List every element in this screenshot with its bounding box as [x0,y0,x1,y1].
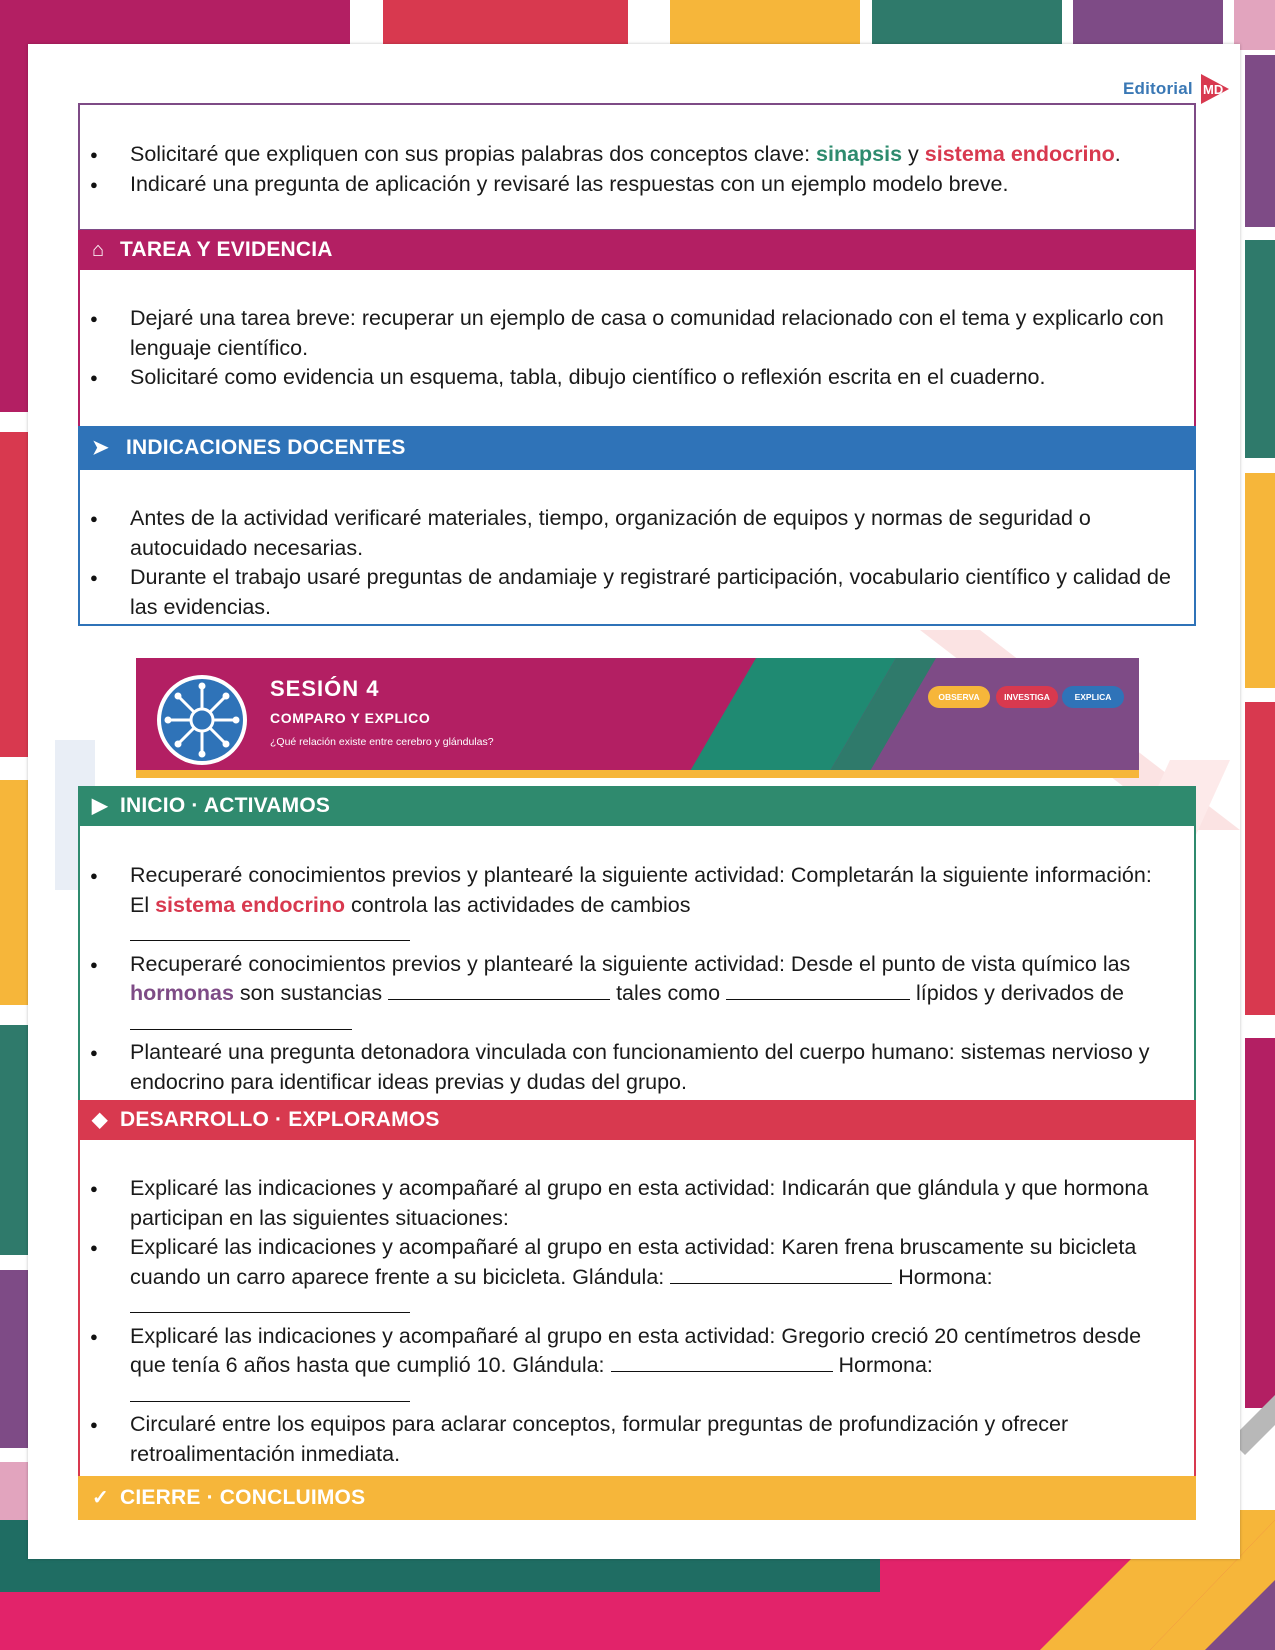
list-item: ● Solicitaré que expliquen con sus propias palabras dos conceptos clave: sinapsis y sistema endocrino. [130,140,1174,170]
session-banner [136,658,1139,778]
list-item: ● Recuperaré conocimientos previos y plantearé la siguiente actividad: Completarán la siguiente información: El sistema endocrino controla las actividades de cambios [130,861,1174,950]
frame-top-block [0,0,350,50]
answer-blank[interactable] [130,1383,410,1402]
answer-blank[interactable] [388,981,610,1000]
session-question: ¿Qué relación existe entre cerebro y glándulas? [270,736,494,748]
logo-text: Editorial [1123,79,1193,98]
list-item: ● Explicaré las indicaciones y acompañaré al grupo en esta actividad: Gregorio creció 20 centímetros desde que tenía 6 años hasta que cumplió 10. Glándula: Hormona: [130,1322,1174,1411]
frame-right-block [1245,240,1275,458]
list-item: ● Recuperaré conocimientos previos y plantearé la siguiente actividad: Desde el punto de vista químico las hormonas son sustancias tales como lípidos y derivados de [130,950,1174,1039]
cierre-title: CIERRE · CONCLUIMOS [120,1486,366,1509]
list-item: ● Dejaré una tarea breve: recuperar un ejemplo de casa o comunidad relacionado con el tema y explicarlo con lenguaje científico. [130,304,1174,363]
list-item: ● Indicaré una pregunta de aplicación y revisaré las respuestas con un ejemplo modelo breve. [130,170,1174,200]
frame-top-block [670,0,860,50]
diamond-icon: ◆ [92,1109,108,1131]
session-title: SESIÓN 4 [270,676,380,701]
indicaciones-title: INDICACIONES DOCENTES [126,436,406,459]
session-subtitle: COMPARO Y EXPLICO [270,710,431,726]
frame-right-block [1245,1038,1275,1408]
answer-blank[interactable] [611,1353,833,1372]
tarea-section [78,270,1196,432]
desarrollo-header [78,1100,1196,1140]
answer-blank[interactable] [130,922,410,941]
home-icon: ⌂ [92,239,105,261]
tag-investiga: INVESTIGA [996,686,1058,708]
frame-right-block [1245,55,1275,227]
frame-left-block [0,1025,28,1255]
list-item: ● Durante el trabajo usaré preguntas de andamiaje y registraré participación, vocabulario científico y calidad de las evidencias. [130,563,1174,622]
frame-left-block [0,780,28,1005]
inicio-title: INICIO · ACTIVAMOS [120,794,331,817]
neuron-icon [154,672,250,768]
inicio-section [78,826,1196,1104]
tarea-header [78,230,1196,270]
list-item: ● Circularé entre los equipos para aclarar conceptos, formular preguntas de profundización y ofrecer retroalimentación inmediata. [130,1410,1174,1469]
play-icon: ▶ [92,795,108,817]
previous-section-box [78,103,1196,231]
list-item: ● Antes de la actividad verificaré materiales, tiempo, organización de equipos y normas de seguridad o autocuidado necesarias. [130,504,1174,563]
list-item: ● Solicitaré como evidencia un esquema, tabla, dibujo científico o reflexión escrita en el cuaderno. [130,363,1174,393]
frame-top-block [383,0,628,50]
list-item: ● Plantearé una pregunta detonadora vinculada con funcionamiento del cuerpo humano: sistemas nervioso y endocrino para identificar ideas previas y dudas del grupo. [130,1038,1174,1097]
frame-top-block [1234,0,1275,50]
frame-left-block [0,0,28,412]
desarrollo-section [78,1140,1196,1480]
frame-top-block [872,0,1062,50]
check-icon: ✓ [92,1487,109,1509]
list-item: ● Explicaré las indicaciones y acompañaré al grupo en esta actividad: Indicarán que glándula y que hormona participan en las siguientes situaciones: [130,1174,1174,1233]
tag-explica: EXPLICA [1062,686,1124,708]
answer-blank[interactable] [726,981,910,1000]
desarrollo-title: DESARROLLO · EXPLORAMOS [120,1108,440,1131]
svg-text:MD: MD [1203,82,1224,97]
tag-observa: OBSERVA [928,686,990,708]
list-item: ● Explicaré las indicaciones y acompañaré al grupo en esta actividad: Karen frena bruscamente su bicicleta cuando un carro aparece frente a su bicicleta. Glándula: Hormona: [130,1233,1174,1322]
editorial-logo [1123,74,1233,106]
indicaciones-section [78,468,1196,626]
arrow-right-icon: ➤ [92,437,109,459]
frame-top-block [1073,0,1223,50]
frame-left-block [0,432,28,757]
indicaciones-header [78,426,1196,470]
cierre-header [78,1476,1196,1520]
answer-blank[interactable] [130,1011,352,1030]
answer-blank[interactable] [130,1294,410,1313]
answer-blank[interactable] [670,1265,892,1284]
logo-mark-icon [1197,74,1229,104]
tarea-title: TAREA Y EVIDENCIA [120,238,333,261]
inicio-header [78,786,1196,826]
